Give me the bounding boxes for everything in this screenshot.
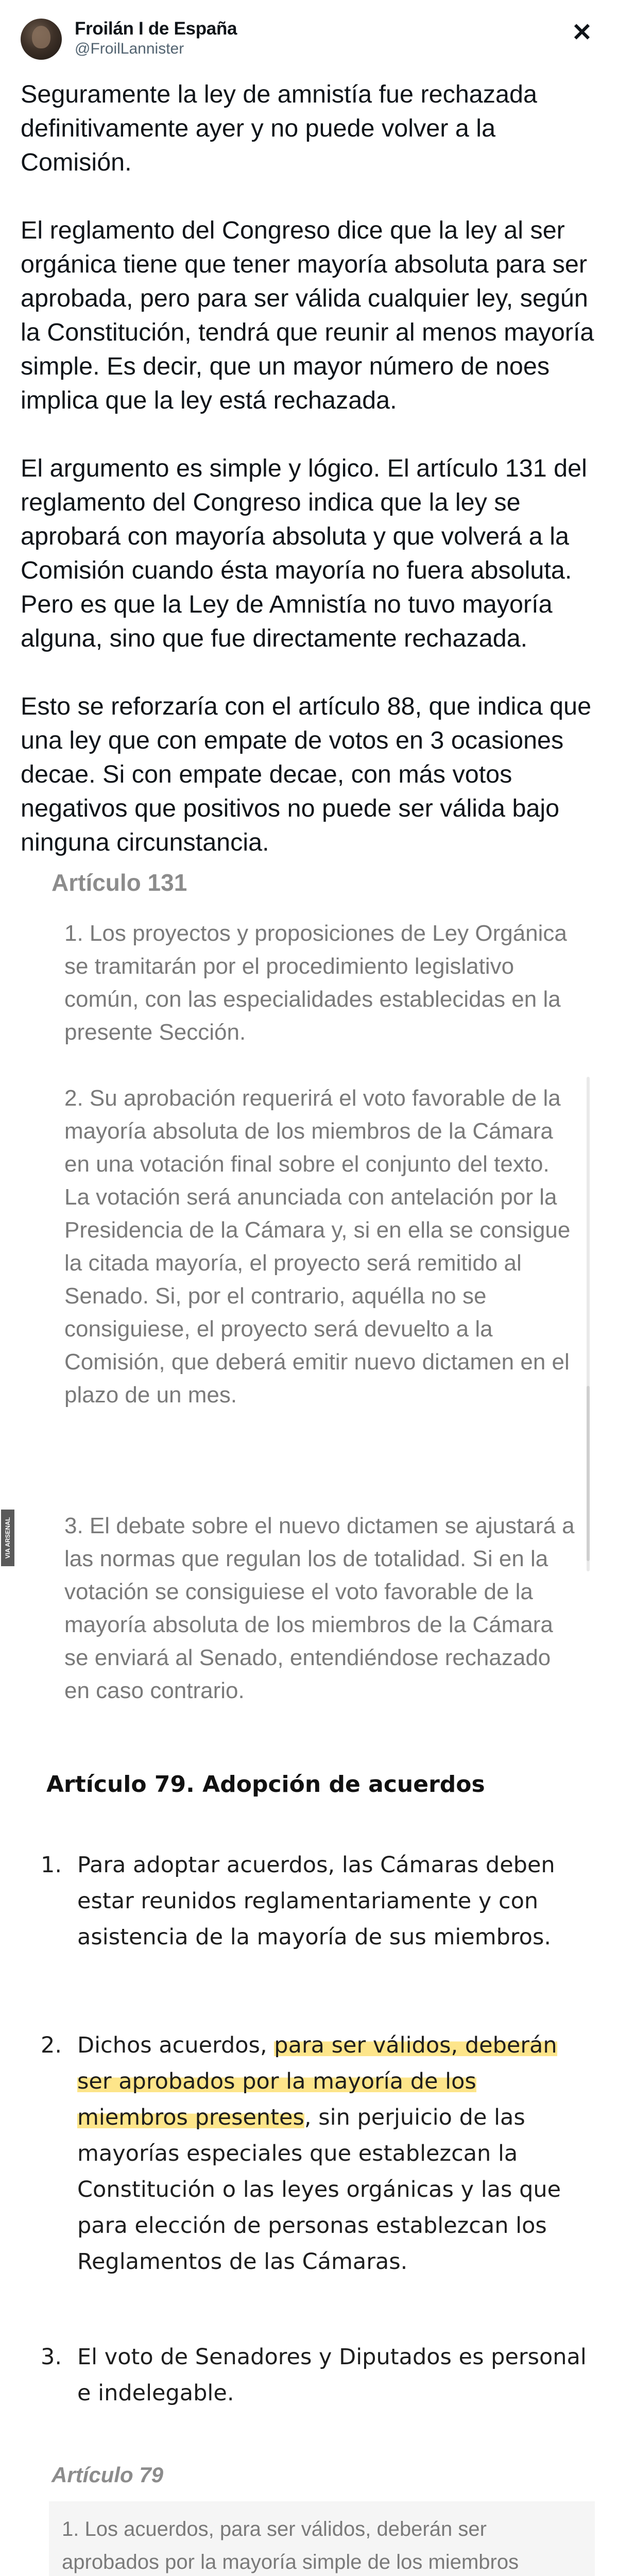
watermark-text: VIA ARSENAL xyxy=(4,1517,11,1559)
article-131-title: Artículo 131 xyxy=(52,869,187,896)
tweet-paragraph: El reglamento del Congreso dice que la ley al ser orgánica tiene que tener mayoría absoluta para ser aprobada, pero para ser válida cualquier ley, según la Constitución, tendrá que reunir al menos mayoría simple. Es decir, que un mayor número de noes implica que la ley está rechazada. xyxy=(21,216,594,414)
article-79-adoption-image xyxy=(21,1741,608,2463)
tweet-paragraph: Esto se reforzaría con el artículo 88, que indica que una ley que con empate de votos en 3 ocasiones decae. Si con empate decae, con más votos negativos que positivos no puede ser válida bajo ninguna circunstancia. xyxy=(21,692,592,856)
article-79-title: Artículo 79 xyxy=(52,2463,164,2487)
list-item-text: Para adoptar acuerdos, las Cámaras deben estar reunidos reglamentariamente y con asistencia de la mayoría de sus miembros. xyxy=(77,1852,555,1950)
list-item-text: El voto de Senadores y Diputados es personal e indelegable. xyxy=(77,2344,587,2406)
list-item xyxy=(40,2339,592,2411)
avatar[interactable] xyxy=(21,19,62,60)
tweet-paragraph: Seguramente la ley de amnistía fue rechazada definitivamente ayer y no puede volver a la Comisión. xyxy=(21,80,537,176)
list-item-number: 3. xyxy=(40,2344,62,2370)
side-watermark xyxy=(1,1510,14,1566)
article-79-88-image xyxy=(49,2447,600,2576)
display-name[interactable]: Froilán I de España xyxy=(75,19,237,39)
article-79-heading: Artículo 79. Adopción de acuerdos xyxy=(46,1771,485,1798)
scrollbar-thumb xyxy=(587,1386,590,1561)
article-131-image xyxy=(49,866,600,1726)
article-131-paragraph: 2. Su aprobación requerirá el voto favorable de la mayoría absoluta de los miembros de la Cámara en una votación final sobre el conjunto del texto. La votación será anunciada con antelación por la Presidencia de la Cámara y, si en ella se consigue la citada mayoría, el proyecto será remitido al Senado. Si, por el contrario, aquélla no se consiguiese, el proyecto será devuelto a la Comisión, que deberá emitir nuevo dictamen en el plazo de un mes. xyxy=(64,1086,571,1408)
tweet-paragraph: El argumento es simple y lógico. El artículo 131 del reglamento del Congreso indica que la ley se aprobará con mayoría absoluta y que volverá a la Comisión cuando ésta mayoría no fuera absoluta. Pero es que la Ley de Amnistía no tuvo mayoría alguna, sino que fue directamente rechazada. xyxy=(21,454,587,652)
article-131-paragraph: 1. Los proyectos y proposiciones de Ley Orgánica se tramitarán por el procedimiento legislativo común, con las especialidades establecidas en la presente Sección. xyxy=(64,921,567,1045)
article-79-text: 1. Los acuerdos, para ser válidos, deberán ser aprobados por la mayoría simple de los miembros xyxy=(62,2518,519,2573)
list-item-text-post: , sin perjuicio de las mayorías especiales que establezcan la Constitución o las leyes orgánicas y las que para elección de personas establezcan los Reglamentos de las Cámaras. xyxy=(77,2105,561,2275)
highlighted-text: para ser válidos, deberán ser aprobados por la mayoría de los miembros presentes xyxy=(77,2032,557,2130)
list-item-text-pre: Dichos acuerdos, xyxy=(77,2032,274,2058)
close-icon[interactable]: ✕ xyxy=(571,19,593,46)
article-79-box xyxy=(49,2501,595,2576)
list-item xyxy=(40,2027,592,2280)
user-handle[interactable]: @FroilLannister xyxy=(75,40,184,57)
article-131-paragraph: 3. El debate sobre el nuevo dictamen se ajustará a las normas que regulan los de totalidad. Si en la votación se consiguiese el voto favorable de la mayoría absoluta de los miembros de la Cámara se enviará al Senado, entendiéndose rechazado en caso contrario. xyxy=(64,1513,575,1703)
list-item xyxy=(40,1847,592,1955)
tweet-header xyxy=(21,14,597,66)
list-item-number: 1. xyxy=(40,1852,62,1878)
tweet-text xyxy=(21,77,597,893)
list-item-number: 2. xyxy=(40,2032,62,2058)
